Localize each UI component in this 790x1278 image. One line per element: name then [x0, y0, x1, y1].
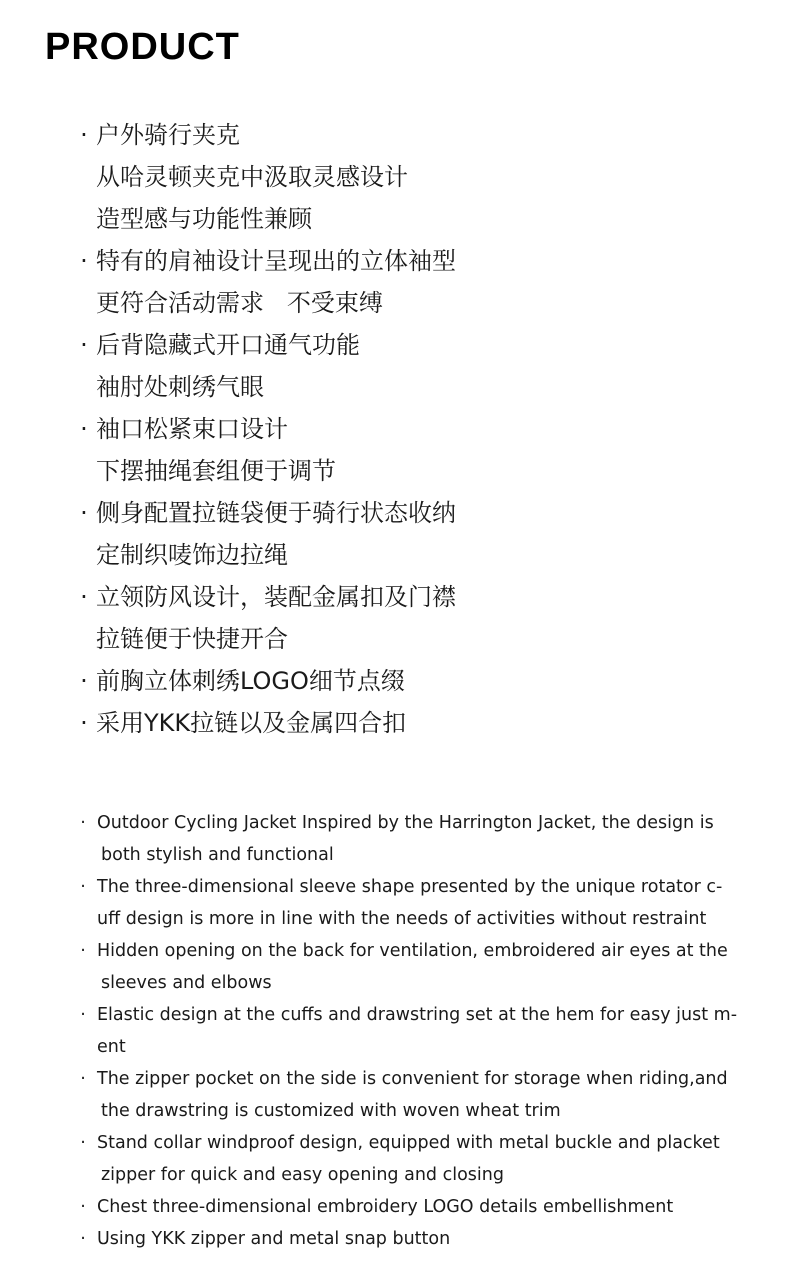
english-feature-item	[76, 871, 736, 903]
chinese-feature-list	[74, 114, 754, 744]
chinese-feature-text: 后背隐藏式开口通气功能	[96, 331, 360, 359]
chinese-feature-continuation	[74, 618, 754, 660]
english-feature-continuation	[76, 839, 736, 871]
bullet-icon: ·	[80, 499, 88, 527]
chinese-feature-continuation	[74, 366, 754, 408]
english-feature-continuation	[76, 1031, 736, 1063]
bullet-icon: ·	[80, 1197, 86, 1217]
chinese-feature-text: 户外骑行夹克	[96, 121, 240, 149]
english-feature-text: sleeves and elbows	[101, 973, 272, 993]
english-feature-item	[76, 1223, 736, 1255]
bullet-icon: ·	[80, 709, 88, 737]
english-feature-text: the drawstring is customized with woven wheat trim	[101, 1101, 561, 1121]
english-feature-list	[76, 807, 736, 1255]
chinese-feature-item	[74, 408, 754, 450]
chinese-feature-continuation	[74, 282, 754, 324]
english-feature-continuation	[76, 1095, 736, 1127]
page-title: PRODUCT	[45, 26, 240, 68]
bullet-icon: ·	[80, 121, 88, 149]
english-feature-item	[76, 807, 736, 839]
english-feature-item	[76, 1191, 736, 1223]
chinese-feature-text: 特有的肩袖设计呈现出的立体袖型	[96, 247, 456, 275]
english-feature-item	[76, 999, 736, 1031]
english-feature-item	[76, 935, 736, 967]
bullet-icon: ·	[80, 813, 86, 833]
english-feature-text: Using YKK zipper and metal snap button	[97, 1229, 451, 1249]
chinese-feature-item	[74, 702, 754, 744]
chinese-feature-text: 定制织唛饰边拉绳	[96, 541, 288, 569]
chinese-feature-text: 侧身配置拉链袋便于骑行状态收纳	[96, 499, 456, 527]
english-feature-text: Chest three-dimensional embroidery LOGO details embellishment	[97, 1197, 674, 1217]
chinese-feature-item	[74, 114, 754, 156]
english-feature-item	[76, 1127, 736, 1159]
english-feature-continuation	[76, 967, 736, 999]
bullet-icon: ·	[80, 1069, 86, 1089]
chinese-feature-item	[74, 576, 754, 618]
english-feature-text: Stand collar windproof design, equipped with metal buckle and placket	[97, 1133, 720, 1153]
english-feature-text: Outdoor Cycling Jacket Inspired by the Harrington Jacket, the design is	[97, 813, 714, 833]
bullet-icon: ·	[80, 1005, 86, 1025]
english-feature-text: Hidden opening on the back for ventilation, embroidered air eyes at the	[97, 941, 728, 961]
bullet-icon: ·	[80, 667, 88, 695]
chinese-feature-text: 造型感与功能性兼顾	[96, 205, 312, 233]
chinese-feature-item	[74, 324, 754, 366]
chinese-feature-continuation	[74, 450, 754, 492]
bullet-icon: ·	[80, 877, 86, 897]
chinese-feature-text: 拉链便于快捷开合	[96, 625, 288, 653]
bullet-icon: ·	[80, 1133, 86, 1153]
chinese-feature-continuation	[74, 534, 754, 576]
chinese-feature-text: 袖口松紧束口设计	[96, 415, 288, 443]
chinese-feature-text: 袖肘处刺绣气眼	[96, 373, 264, 401]
chinese-feature-item	[74, 492, 754, 534]
english-feature-continuation	[76, 903, 736, 935]
english-feature-text: ent	[97, 1037, 126, 1057]
chinese-feature-continuation	[74, 198, 754, 240]
english-feature-item	[76, 1063, 736, 1095]
chinese-feature-text: 从哈灵顿夹克中汲取灵感设计	[96, 163, 408, 191]
bullet-icon: ·	[80, 941, 86, 961]
chinese-feature-text: 采用YKK拉链以及金属四合扣	[96, 709, 407, 737]
chinese-feature-item	[74, 240, 754, 282]
chinese-feature-text: 立领防风设计，装配金属扣及门襟	[96, 583, 456, 611]
english-feature-text: Elastic design at the cuffs and drawstring set at the hem for easy just m-	[97, 1005, 738, 1025]
chinese-feature-continuation	[74, 156, 754, 198]
bullet-icon: ·	[80, 1229, 86, 1249]
english-feature-text: uff design is more in line with the needs of activities without restraint	[97, 909, 707, 929]
english-feature-text: zipper for quick and easy opening and closing	[101, 1165, 504, 1185]
bullet-icon: ·	[80, 583, 88, 611]
chinese-feature-item	[74, 660, 754, 702]
english-feature-continuation	[76, 1159, 736, 1191]
chinese-feature-text: 前胸立体刺绣LOGO细节点缀	[96, 667, 405, 695]
bullet-icon: ·	[80, 247, 88, 275]
chinese-feature-text: 更符合活动需求 不受束缚	[96, 289, 383, 317]
english-feature-text: both stylish and functional	[101, 845, 334, 865]
english-feature-text: The three-dimensional sleeve shape presented by the unique rotator c-	[97, 877, 723, 897]
bullet-icon: ·	[80, 331, 88, 359]
chinese-feature-text: 下摆抽绳套组便于调节	[96, 457, 336, 485]
bullet-icon: ·	[80, 415, 88, 443]
english-feature-text: The zipper pocket on the side is convenient for storage when riding,and	[97, 1069, 728, 1089]
